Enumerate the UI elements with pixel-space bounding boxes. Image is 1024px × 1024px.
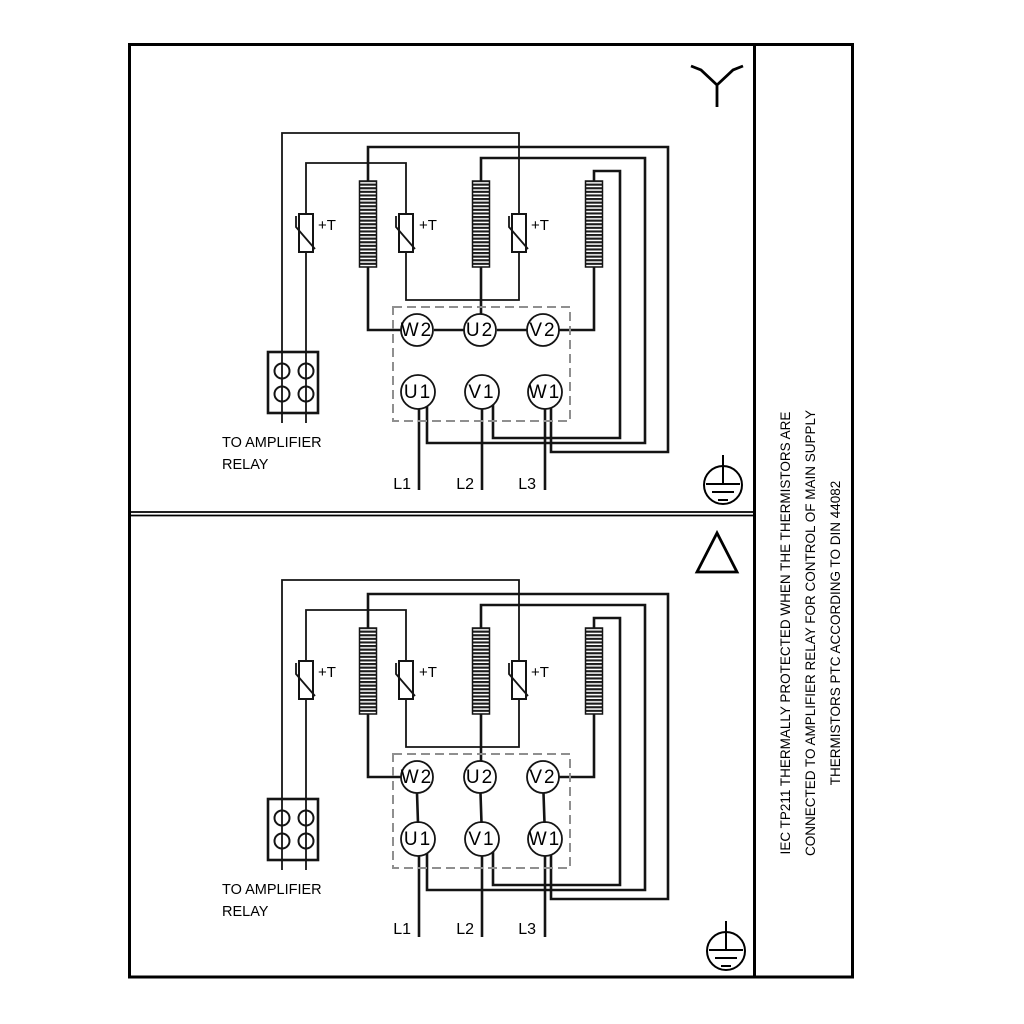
terminal-label-u2: U2	[465, 320, 495, 341]
earth-ground-icon	[704, 455, 742, 504]
supply-label-l2: L2	[456, 476, 474, 493]
terminal-label-w1: W1	[528, 382, 562, 403]
amplifier-relay-block	[268, 352, 318, 413]
side-note-line1: IEC TP211 THERMALLY PROTECTED WHEN THE THERMISTORS ARE	[778, 411, 793, 855]
delta-symbol-icon	[697, 533, 737, 572]
relay-caption-line2: RELAY	[222, 904, 269, 920]
side-note-column	[778, 410, 843, 856]
terminal-label-u1: U1	[403, 829, 433, 850]
thermistor-label: +T	[318, 664, 336, 681]
side-note-line3: THERMISTORS PTC ACCORDING TO DIN 44082	[828, 480, 843, 786]
thermistor-label: +T	[419, 664, 437, 681]
terminal-label-v1: V1	[468, 382, 496, 403]
terminal-label-v2: V2	[529, 767, 557, 788]
supply-label-l3: L3	[518, 921, 536, 938]
terminal-label-v1: V1	[468, 829, 496, 850]
thermistor-label: +T	[531, 217, 549, 234]
supply-label-l1: L1	[393, 921, 411, 938]
delta-terminal-links	[417, 793, 545, 823]
panel-delta	[222, 533, 745, 970]
thermistor-label: +T	[318, 217, 336, 234]
supply-label-l3: L3	[518, 476, 536, 493]
panel-star	[222, 66, 743, 504]
thermistor-label: +T	[419, 217, 437, 234]
terminal-label-v2: V2	[529, 320, 557, 341]
terminal-label-w2: W2	[400, 767, 434, 788]
relay-caption-line1: TO AMPLIFIER	[222, 882, 322, 898]
terminal-label-w1: W1	[528, 829, 562, 850]
star-symbol-icon	[691, 66, 743, 107]
terminal-label-w2: W2	[400, 320, 434, 341]
relay-caption-line1: TO AMPLIFIER	[222, 435, 322, 451]
motor-wiring-geometry	[268, 133, 668, 490]
supply-label-l1: L1	[393, 476, 411, 493]
earth-ground-icon	[707, 921, 745, 970]
terminal-label-u1: U1	[403, 382, 433, 403]
side-note-line2: CONNECTED TO AMPLIFIER RELAY FOR CONTROL OF MAIN SUPPLY	[803, 409, 818, 857]
supply-label-l2: L2	[456, 921, 474, 938]
motor-wiring-geometry-clone	[268, 580, 668, 937]
terminal-label-u2: U2	[465, 767, 495, 788]
relay-caption-line2: RELAY	[222, 457, 269, 473]
thermistor-label: +T	[531, 664, 549, 681]
